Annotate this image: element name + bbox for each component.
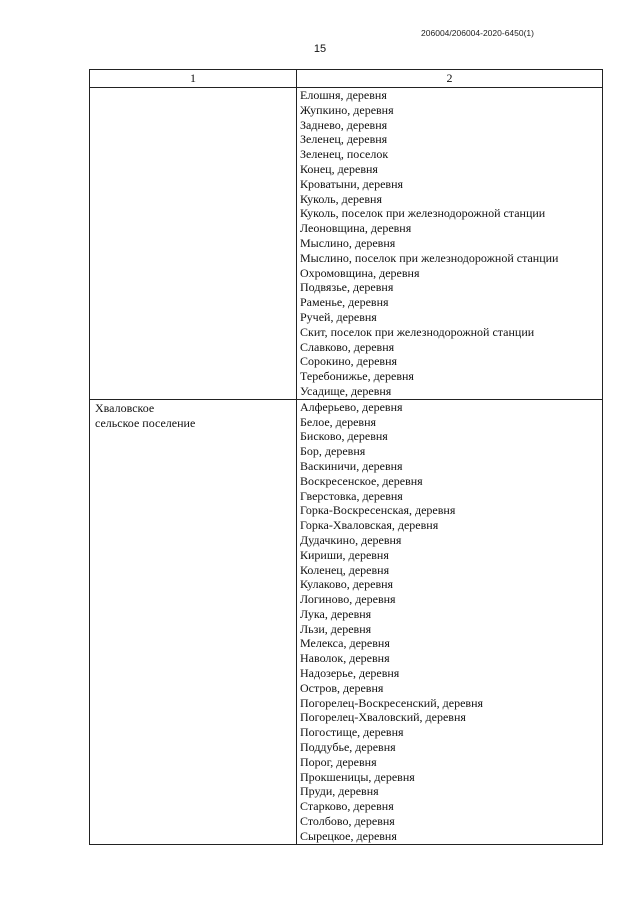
locality-item: Алферьево, деревня bbox=[300, 399, 403, 414]
locality-item: Погорелец-Хваловский, деревня bbox=[300, 710, 466, 725]
locality-item: Куколь, поселок при железнодорожной станции bbox=[300, 206, 546, 221]
locality-item: Васкиничи, деревня bbox=[300, 458, 403, 473]
settlement-cell bbox=[90, 88, 297, 400]
locality-item: Надозерье, деревня bbox=[300, 666, 400, 681]
locality-item: Леоновщина, деревня bbox=[300, 221, 412, 236]
page-number: 15 bbox=[313, 43, 327, 55]
locality-item: Мыслино, поселок при железнодорожной станции bbox=[300, 250, 559, 265]
locality-item: Наволок, деревня bbox=[300, 651, 390, 666]
table-header-row bbox=[90, 70, 603, 88]
locality-item: Старково, деревня bbox=[300, 799, 394, 814]
locality-item: Коленец, деревня bbox=[300, 562, 390, 577]
locality-item: Погорелец-Воскресенский, деревня bbox=[300, 695, 484, 710]
locality-item: Усадище, деревня bbox=[300, 383, 392, 398]
column-header-2: 2 bbox=[297, 70, 603, 88]
locality-list bbox=[297, 88, 602, 399]
locality-item: Куколь, деревня bbox=[300, 191, 382, 206]
locality-item: Теребонижье, деревня bbox=[300, 369, 414, 384]
settlement-name-line: сельское поселение bbox=[95, 415, 196, 430]
locality-item: Подвязье, деревня bbox=[300, 280, 394, 295]
locality-item: Гверстовка, деревня bbox=[300, 488, 403, 503]
locality-item: Бисково, деревня bbox=[300, 429, 388, 444]
table-row bbox=[90, 88, 603, 400]
locality-item: Остров, деревня bbox=[300, 680, 384, 695]
locality-item: Сырецкое, деревня bbox=[300, 828, 397, 843]
locality-item: Столбово, деревня bbox=[300, 814, 395, 829]
locality-item: Скит, поселок при железнодорожной станции bbox=[300, 324, 535, 339]
locality-list bbox=[297, 400, 602, 844]
locality-item: Воскресенское, деревня bbox=[300, 473, 423, 488]
locality-item: Порог, деревня bbox=[300, 754, 377, 769]
locality-item: Славково, деревня bbox=[300, 339, 395, 354]
settlement-cell bbox=[90, 399, 297, 844]
locality-item: Дудачкино, деревня bbox=[300, 532, 402, 547]
locality-item: Кириши, деревня bbox=[300, 547, 389, 562]
column-header-1: 1 bbox=[90, 70, 297, 88]
locality-item: Логиново, деревня bbox=[300, 592, 396, 607]
locality-item: Прокшеницы, деревня bbox=[300, 769, 415, 784]
locality-item: Пруди, деревня bbox=[300, 784, 379, 799]
settlement-name bbox=[90, 400, 296, 431]
locality-item: Раменье, деревня bbox=[300, 295, 389, 310]
locality-item: Погостище, деревня bbox=[300, 725, 404, 740]
locality-item: Заднево, деревня bbox=[300, 117, 388, 132]
settlement-name-line: Хваловское bbox=[95, 400, 155, 415]
locality-item: Бор, деревня bbox=[300, 444, 366, 459]
locality-item: Белое, деревня bbox=[300, 414, 377, 429]
locality-item: Сорокино, деревня bbox=[300, 354, 398, 369]
locality-item: Охромовщина, деревня bbox=[300, 265, 420, 280]
locality-item: Кроватыни, деревня bbox=[300, 176, 404, 191]
locality-item: Зеленец, поселок bbox=[300, 147, 389, 162]
locality-item: Кулаково, деревня bbox=[300, 577, 394, 592]
locality-item: Мелекса, деревня bbox=[300, 636, 390, 651]
locality-item: Поддубье, деревня bbox=[300, 740, 396, 755]
locality-item: Ручей, деревня bbox=[300, 309, 377, 324]
locality-item: Елошня, деревня bbox=[300, 88, 387, 102]
locality-item: Мыслино, деревня bbox=[300, 235, 396, 250]
localities-cell bbox=[297, 88, 603, 400]
locality-item: Жупкино, деревня bbox=[300, 102, 394, 117]
table-row bbox=[90, 399, 603, 844]
localities-cell bbox=[297, 399, 603, 844]
locality-item: Горка-Воскресенская, деревня bbox=[300, 503, 456, 518]
settlements-table bbox=[89, 69, 603, 845]
locality-item: Лука, деревня bbox=[300, 606, 372, 621]
locality-item: Горка-Хваловская, деревня bbox=[300, 518, 439, 533]
document-id: 206004/206004-2020-6450(1) bbox=[421, 28, 534, 38]
locality-item: Конец, деревня bbox=[300, 161, 378, 176]
locality-item: Льзи, деревня bbox=[300, 621, 372, 636]
locality-item: Зеленец, деревня bbox=[300, 132, 388, 147]
settlement-name bbox=[90, 88, 296, 89]
